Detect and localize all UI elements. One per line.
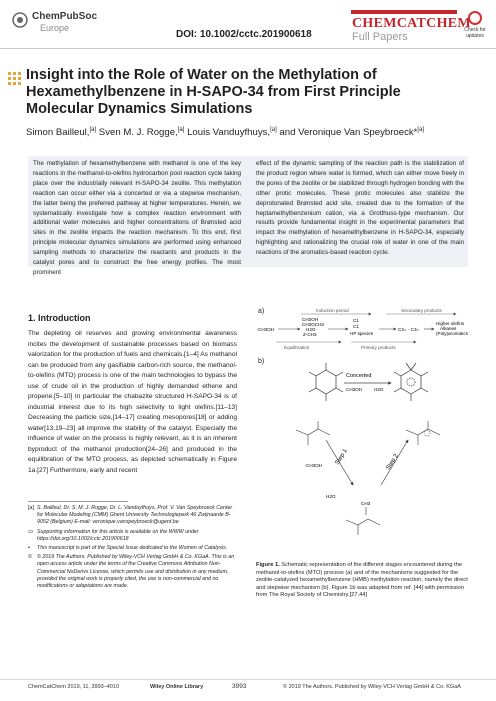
doi[interactable]: DOI: 10.1002/cctc.201900618 [176,29,312,40]
concerted-product: H2O [374,387,384,392]
species-c1: C1 [353,318,359,323]
footnotes [28,505,238,592]
concerted-reactant: CH3OH [346,387,363,392]
article-title: Insight into the Role of Water on the Methylation of Hexamethylbenzene in H-SAPO-34 from First Principle Molecular Dynamics Simulations [26,67,401,117]
author-affiliation: [a] [89,127,97,133]
footer-wiley-link[interactable]: Wiley Online Library [150,684,204,690]
figure-1 [256,305,476,550]
species-higher-olefins: Higher olefins [436,321,465,326]
step-1-label: Step 1 [334,448,349,467]
page-number: 3993 [232,683,247,690]
introduction-text: The depleting oil reserves and growing environmental awareness incites the development of sustainable processes based on biomass valorization for the production of fuels and chemicals.[1–4] As methanol can be produced from any gasifiable carbon-rich source, the methanol-to-olefins (MTO) process is one of the main technologies to bypass the use of crude oil in the production of highly demanded ethene and propene.[5–10] In particular the chabazite structured H-SAPO-34 is of industrial interest due to its high selectivity to light olefins.[11–13] Decreasing the particle size,[14–17] creating mesopores[18] or adding water[13,19–23] all improve the stability of the catalyst. Especially the influence of water on the process is highly relevant, as it is an inherent byproduct of the methanol production[24–26] and produced in the equilibration of the MTO process, as depicted schematically in Figure 1a.[27] Furthermore, early and recent [28,330,237,474]
figure-caption [256,562,468,600]
footnote-divider [28,501,128,502]
induction-label: Induction period [316,308,349,313]
acid-site-left [296,421,330,445]
author-affiliation: [a] [177,127,185,133]
article-section: Full Papers [352,31,408,43]
panel-b-label: b) [258,358,265,365]
species-c1b: C1 [353,324,359,329]
license-note: © 2019 The Authors. Published by Wiley-VCH Verlag GmbH & Co. KGaA. This is an open access article under the terms of the Creative Commons Attribution Non-Commercial NoDerivs License, which permits use and distribution in any medium, provided the original work is properly cited, the use is non-commercial and no modifications or adaptations are made. [37,554,235,590]
updates-icon [468,11,482,25]
footer-copyright: © 2019 The Authors. Published by Wiley-VCH Verlag GmbH & Co. KGaA [283,684,461,690]
species-list-4: Z-CH3 [303,332,317,337]
author-name[interactable]: Sven M. J. Rogge, [96,127,178,139]
species-c2c3: C2= - C3= [398,327,420,332]
secondary-label: Secondary products [401,308,442,313]
methylated-zeolite-structure [346,507,380,535]
special-issue-icon: ▪ [28,545,30,552]
section-heading: 1. Introduction [28,313,91,323]
equilibration-label: Equilibration [284,345,310,350]
publisher-name: ChemPubSoc [32,11,98,22]
step-2-label: Step 2 [385,453,400,472]
journal-name: CHEMCATCHEM [352,16,471,31]
author-affiliation: [a] [270,127,277,133]
methyl-group: CH3 [361,501,371,506]
special-issue-note: This manuscript is part of the Special Issue dedicated to the Women of Catalysis. [37,545,228,552]
author-list [26,124,486,139]
affiliation-footnote: S. Bailleul, Dr. S. M. J. Rogge, Dr. L. Vanduyfhuys, Prof. V. Van Speybroeck Center for Molecular Modeling (CMM) Ghent University Technologiepark 46 Zwijnaarde B-9052 (Belgium) E-mail: veronique.vanspeybroeck@ugent.be [37,505,233,526]
figure-caption-lead: Figure 1. [256,562,280,568]
abstract-column-1: The methylation of hexamethylbenzene with methanol is one of the key reactions in the methanol-to-olefins hydrocarbon pool reaction cycle taking place over the industrially relevant H-SAPO-34 zeolite. This methylation reaction can occur either via a concerted or via a stepwise mechanism, the latter being the preferred pathway at higher temperatures. Herein, we systematically investigate how a complex reaction environment with additional water molecules and higher concentrations of Brønsted acid sites in the zeolite impacts the reaction mechanism. To this end, first principle molecular dynamics simulations are performed using enhanced sampling methods to characterize the reactants and products in the catalyst pores and to construct the free energy profiles. The most prominent [33,160,241,276]
species-list-2: CH3OCH3 [302,322,324,327]
footer-divider [0,679,496,680]
updates-label-2: updates [466,33,484,39]
species-ch3oh: CH3OH [258,327,275,332]
journal-accent-bar [351,10,457,14]
heptamethylbenzenium-structure [394,363,428,401]
supporting-info-note[interactable]: Supporting information for this article is available on the WWW under https://doi.org/10.1002/cctc.201900618 [37,528,199,542]
species-list-3: H2O [306,327,316,332]
author-affiliation: [a] [417,127,425,133]
species-alkanes: Alkanes [440,326,457,331]
header-divider [0,48,496,49]
author-name[interactable]: Simon Bailleul, [26,127,90,139]
concerted-label: Concerted [346,373,372,379]
species-aromatics: (Poly)aromatics [436,331,468,336]
author-name[interactable]: Louis Vanduyfhuys, [184,127,271,139]
author-name[interactable]: and Veronique Van Speybroeck* [276,127,418,139]
chempubsoc-logo-icon [12,12,28,28]
abstract-box [28,156,468,276]
abstract-column-2: effect of the dynamic sampling of the reaction path is the stabilization of the product region where water is formed, which can either move freely in the pores of the zeolite or be stabilized through hydrogen bonding with the other protic molecules. These protic molecules also stabilize the deprotonated Brønsted acid site, created due to the formation of the heptamethylbenzenium cation, via a Grotthuss-type mechanism. Our results provide fundamental insight in the experimental parameters that impact the methylation of hexamethylbenzene in H-SAPO-34, especially highlighting and rationalizing the crucial role of water in one of the main reactions of the aromatics-based reaction cycle. [256,160,464,257]
species-list-1: CH3OH [302,317,319,322]
publisher-region: Europe [40,23,70,33]
open-access-icon: © [28,554,32,561]
acid-site-right [406,421,440,445]
step-1-product: H2O [326,494,336,499]
panel-a-label: a) [258,308,265,315]
step-1-reactant: CH3OH [306,463,323,468]
figure-caption-text: Schematic representation of the different stages encountered during the methanol-to-olefins (MTO) process (a) and of the mechanisms suggested for the zeolite-catalyzed hexamethylbenzene (HMB) methylation reaction, namely the direct and stepwise mechanism (b). Figure 1b was adapted from ref. [44] with permission from The Royal Society of Chemistry.[27,44] [256,562,468,599]
hexamethylbenzene-structure [309,363,343,401]
check-for-updates-badge[interactable] [461,11,489,47]
footnote-key: [a] [28,505,34,511]
supporting-info-icon: ▭ [28,528,34,535]
footer-citation: ChemCatChem 2019, 11, 3993–4010 [28,684,120,690]
species-hp: HP species [350,331,374,336]
updates-label: Check for [464,27,486,33]
primary-label: Primary products [361,345,396,350]
article-grid-icon [8,72,22,86]
